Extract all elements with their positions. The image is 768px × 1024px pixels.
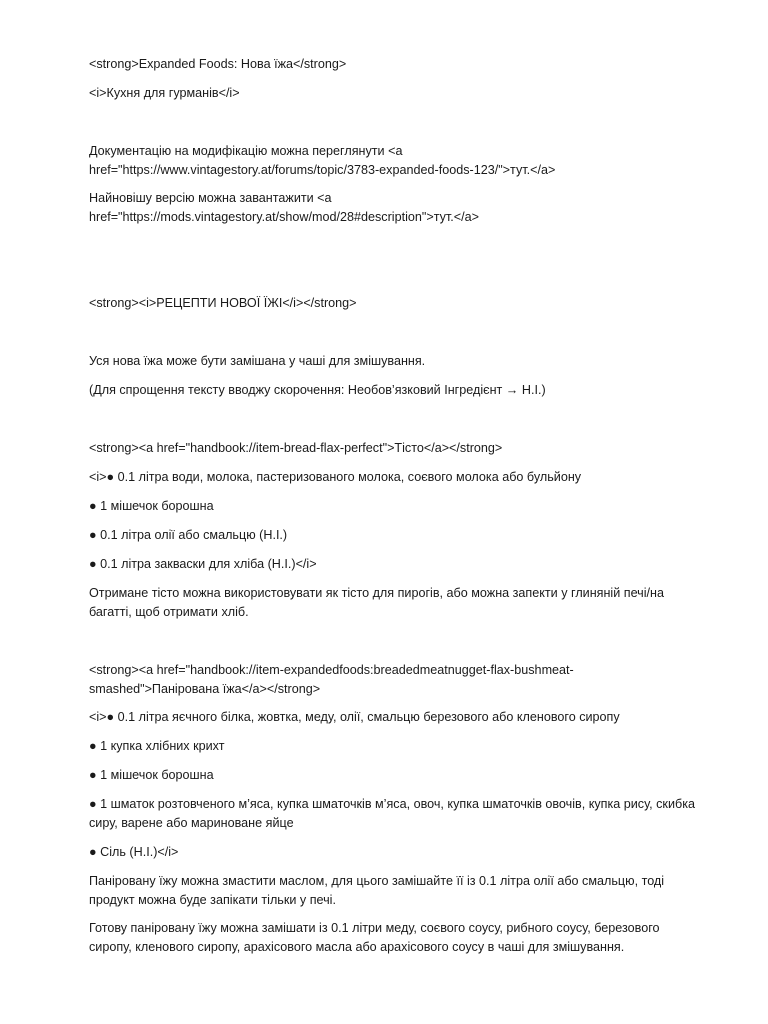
doc-title-line: <strong>Expanded Foods: Нова їжа</strong> <box>89 57 347 71</box>
breaded-note-2-line-1: Готову паніровану їжу можна замішати із 0.1 літри меду, соєвого соусу, рибного соусу, березового <box>89 921 660 935</box>
breaded-ingredient-2: ● 1 купка хлібних крихт <box>89 739 225 753</box>
breaded-ingredient-4-line-2: сиру, варене або мариноване яйце <box>89 816 294 830</box>
download-link-line-1: Найновішу версію можна завантажити <a <box>89 191 332 205</box>
dough-note-line-2: багатті, щоб отримати хліб. <box>89 605 249 619</box>
breaded-note-1-line-1: Панiровану їжу можна змастити маслом, для цього замішайте її із 0.1 літра олії або смальцю, тоді <box>89 874 665 888</box>
dough-ingredient-2: ● 1 мішечок борошна <box>89 499 214 513</box>
intro-paragraph: Уся нова їжа може бути замішана у чаші для змішування. <box>89 354 426 368</box>
breaded-note-2-line-2: сиропу, кленового сиропу, арахісового масла або арахісового соусу в чаші для змішування. <box>89 940 625 954</box>
breaded-ingredient-1: <i>● 0.1 літра яєчного білка, жовтка, меду, олії, смальцю березового або кленового сиропу <box>89 710 620 724</box>
abbreviation-note: (Для спрощення тексту вводжу скорочення: Необов’язковий Інгредієнт → Н.І.) <box>89 383 546 397</box>
recipes-heading: <strong><i>РЕЦЕПТИ НОВОЇ ЇЖІ</i></strong> <box>89 296 357 310</box>
breaded-heading-line-2: smashed">Панірована їжа</a></strong> <box>89 682 321 696</box>
dough-note-line-1: Отримане тісто можна використовувати як тісто для пирогів, або можна запекти у глиняній печі/на <box>89 586 664 600</box>
dough-heading: <strong><a href="handbook://item-bread-flax-perfect">Тісто</a></strong> <box>89 441 503 455</box>
dough-ingredient-3: ● 0.1 літра олії або смальцю (Н.І.) <box>89 528 288 542</box>
dough-ingredient-4: ● 0.1 літра закваски для хліба (Н.І.)</i> <box>89 557 317 571</box>
docs-link-line-1: Документацію на модифікацію можна переглянути <a <box>89 144 403 158</box>
breaded-heading-line-1: <strong><a href="handbook://item-expandedfoods:breadedmeatnugget-flax-bushmeat- <box>89 663 574 677</box>
docs-link-line-2: href="https://www.vintagestory.at/forums/topic/3783-expanded-foods-123/">тут.</a> <box>89 163 556 177</box>
doc-subtitle-line: <i>Кухня для гурманів</i> <box>89 86 240 100</box>
dough-ingredient-1: <i>● 0.1 літра води, молока, пастеризованого молока, соєвого молока або бульйону <box>89 470 582 484</box>
download-link-line-2: href="https://mods.vintagestory.at/show/mod/28#description">тут.</a> <box>89 210 480 224</box>
breaded-ingredient-4-line-1: ● 1 шматок розтовченого м’яса, купка шматочків м’яса, овоч, купка шматочків овочів, купка рису, скибка <box>89 797 695 811</box>
breaded-ingredient-5: ● Сіль (Н.І.)</i> <box>89 845 179 859</box>
breaded-note-1-line-2: продукт можна буде запікати тільки у печі. <box>89 893 336 907</box>
breaded-ingredient-3: ● 1 мішечок борошна <box>89 768 214 782</box>
